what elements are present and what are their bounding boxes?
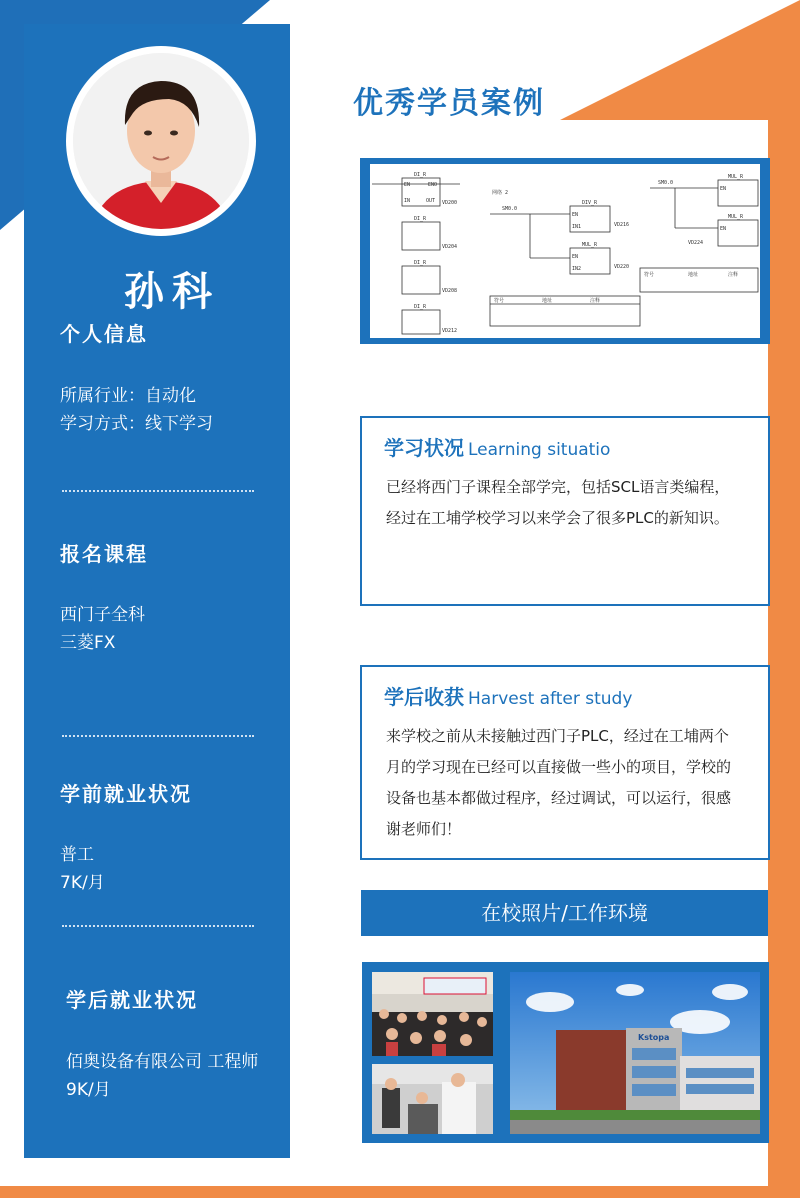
plc-pin-label: EN	[404, 182, 411, 188]
courses-text	[60, 601, 145, 657]
plc-address: VD200	[442, 200, 458, 206]
section-title-after-employment: 学后就业状况	[66, 988, 198, 1012]
plc-label-block: MUL_R	[582, 242, 598, 248]
school-building-photo	[510, 972, 760, 1134]
workshop-photo	[372, 1064, 493, 1134]
plc-table-header: 符号	[644, 272, 655, 278]
section-divider	[62, 490, 254, 492]
plc-pin-label: EN	[720, 186, 727, 192]
ladder-diagram-image	[370, 164, 760, 338]
learning-line: 经过在工埔学校学习以来学会了很多PLC的新知识。	[386, 509, 729, 527]
before-employment-text	[60, 841, 105, 897]
plc-label-block: DI_R	[414, 260, 427, 266]
plc-pin-label: EN	[720, 226, 727, 232]
course-item: 三菱FX	[60, 633, 116, 653]
harvest-line: 来学校之前从未接触过西门子PLC，经过在工埔两个	[386, 727, 729, 745]
orange-side-stripe	[768, 120, 800, 1198]
learning-title-en: Learning situatio	[468, 440, 611, 460]
plc-table-header: 地址	[542, 298, 553, 304]
plc-address: VD208	[442, 288, 458, 294]
after-job-salary: 9K/月	[66, 1080, 111, 1100]
plc-program-screenshot	[360, 158, 770, 344]
learning-situation-card	[360, 416, 770, 606]
before-job-title: 普工	[60, 845, 94, 865]
classroom-image	[372, 972, 493, 1056]
after-job-title: 佰奥设备有限公司 工程师	[66, 1052, 259, 1072]
harvest-title-zh: 学后收获	[384, 685, 464, 709]
learning-line: 已经将西门子课程全部学完，包括SCL语言类编程，	[386, 478, 730, 496]
classroom-photo	[372, 972, 493, 1056]
plc-address: VD220	[614, 264, 630, 270]
plc-table-header: 注释	[590, 298, 601, 304]
plc-pin-label: OUT	[426, 198, 436, 204]
study-mode-line: 学习方式：线下学习	[60, 414, 213, 434]
harvest-card	[360, 665, 770, 860]
avatar-photo	[73, 53, 249, 229]
plc-table-header: 地址	[688, 272, 699, 278]
orange-corner-decoration	[560, 0, 800, 120]
section-title-before-employment: 学前就业状况	[60, 782, 192, 806]
section-divider	[62, 735, 254, 737]
photos-banner: 在校照片/工作环境	[361, 890, 768, 936]
plc-pin-label: IN2	[572, 266, 582, 272]
harvest-title-en: Harvest after study	[468, 689, 633, 709]
plc-contact-label: SM0.0	[502, 206, 518, 212]
plc-label-block: MUL_R	[728, 174, 744, 180]
harvest-title	[384, 681, 632, 710]
learning-situation-text	[386, 472, 752, 534]
plc-address: VD216	[614, 222, 630, 228]
plc-address: VD204	[442, 244, 458, 250]
avatar	[66, 46, 256, 236]
plc-pin-label: ENO	[428, 182, 438, 188]
orange-bottom-stripe	[0, 1186, 800, 1198]
harvest-line: 月的学习现在已经可以直接做一些小的项目，学校的	[386, 758, 732, 776]
plc-address: VD224	[688, 240, 704, 246]
section-divider	[62, 925, 254, 927]
section-title-personal-info: 个人信息	[60, 322, 148, 346]
plc-pin-label: IN	[404, 198, 411, 204]
after-employment-text	[66, 1048, 258, 1104]
plc-label-block: DI_R	[414, 216, 427, 222]
harvest-line: 设备也基本都做过程序，经过调试，可以运行，很感	[386, 789, 732, 807]
plc-table-header: 符号	[494, 298, 505, 304]
plc-pin-label: IN1	[572, 224, 582, 230]
harvest-line: 谢老师们！	[386, 820, 462, 838]
course-item: 西门子全科	[60, 605, 145, 625]
plc-ladder-diagram	[370, 164, 760, 338]
learning-title-zh: 学习状况	[384, 436, 464, 460]
page-title: 优秀学员案例	[353, 86, 545, 121]
plc-pin-label: EN	[572, 254, 579, 260]
person-portrait-image	[73, 53, 249, 229]
personal-info-text	[60, 382, 213, 438]
school-building-image	[510, 972, 760, 1134]
plc-label-block: DI_R	[414, 172, 427, 178]
plc-label-block: MUL_R	[728, 214, 744, 220]
student-name: 孙科	[124, 269, 220, 315]
learning-situation-title	[384, 432, 610, 461]
plc-network-label: 网络 2	[492, 190, 509, 196]
workshop-image	[372, 1064, 493, 1134]
before-job-salary: 7K/月	[60, 873, 105, 893]
harvest-text	[386, 721, 752, 845]
photo-gallery	[362, 962, 769, 1143]
plc-table-header: 注释	[728, 272, 739, 278]
plc-label-block: DI_R	[414, 304, 427, 310]
plc-pin-label: EN	[572, 212, 579, 218]
section-title-courses: 报名课程	[60, 542, 148, 566]
plc-address: VD212	[442, 328, 458, 334]
plc-contact-label: SM0.0	[658, 180, 674, 186]
plc-label-block: DIV_R	[582, 200, 598, 206]
building-sign-text: Kstopa	[638, 1033, 670, 1042]
industry-line: 所属行业：自动化	[60, 386, 196, 406]
